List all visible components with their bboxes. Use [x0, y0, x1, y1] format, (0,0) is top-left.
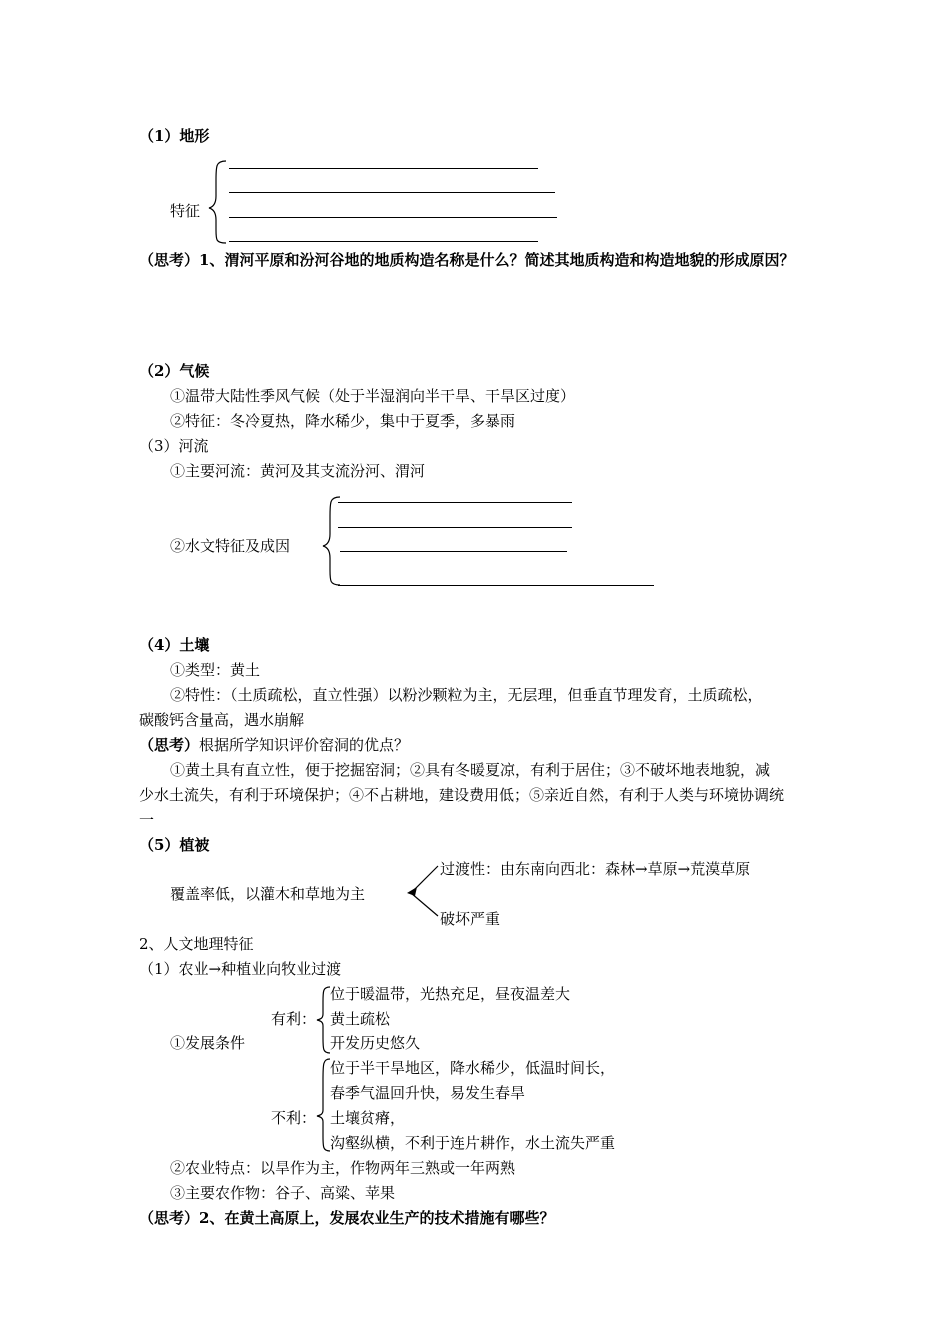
answer-blank-line	[338, 527, 572, 528]
favorable-label: 有利：	[271, 1010, 317, 1028]
vegetation-branch-1: 过渡性：由东南向西北：森林→草原→荒漠草原	[440, 860, 751, 878]
answer-blank-line	[229, 241, 538, 242]
think-question-1: （思考）1、渭河平原和汾河谷地的地质构造名称是什么？简述其地质构造和构造地貌的形成原因？	[139, 251, 795, 269]
answer-blank-line	[340, 551, 567, 552]
think-text: 根据所学知识评价窑洞的优点？	[199, 736, 410, 754]
section-title-soil: （4）土壤	[139, 636, 210, 654]
unfavorable-item: 位于半干旱地区，降水稀少，低温时间长，	[330, 1059, 616, 1077]
main-crops: ③主要农作物：谷子、高粱、苹果	[170, 1184, 396, 1202]
think-label: （思考）	[139, 736, 200, 754]
rivers-item-1: ①主要河流：黄河及其支流汾河、渭河	[170, 462, 426, 480]
answer-line-2: 少水土流失，有利于环境保护；④不占耕地，建设费用低；⑤亲近自然，有利于人类与环境协调统	[139, 786, 785, 804]
agri-feature: ②农业特点：以旱作为主，作物两年三熟或一年两熟	[170, 1159, 516, 1177]
favorable-item: 黄土疏松	[330, 1010, 391, 1028]
favorable-item: 开发历史悠久	[330, 1034, 421, 1052]
soil-item-2-line-1: ②特性：（土质疏松，直立性强）以粉沙颗粒为主，无层理，但垂直节理发育，土质疏松，	[170, 686, 763, 704]
answer-blank-line	[229, 168, 538, 169]
branch-arrows	[405, 860, 441, 922]
climate-item-2: ②特征：冬冷夏热，降水稀少，集中于夏季，多暴雨	[170, 412, 516, 430]
section-title-climate: （2）气候	[139, 362, 210, 380]
left-brace	[208, 160, 228, 244]
unfavorable-item: 沟壑纵横，不利于连片耕作，水土流失严重	[330, 1134, 616, 1152]
soil-item-1: ①类型：黄土	[170, 661, 261, 679]
section-title-vegetation: （5）植被	[139, 836, 210, 854]
climate-item-1: ①温带大陆性季风气候（处于半湿润向半干旱、干旱区过度）	[170, 387, 576, 405]
answer-line-3: 一	[139, 811, 155, 829]
answer-blank-line	[338, 585, 654, 586]
unfavorable-item: 春季气温回升快，易发生春旱	[330, 1084, 526, 1102]
answer-blank-line	[229, 192, 555, 193]
feature-label: 特征	[170, 202, 201, 220]
unfavorable-label: 不利：	[271, 1109, 317, 1127]
vegetation-branch-2: 破坏严重	[440, 910, 501, 928]
section-title-rivers: （3）河流	[139, 437, 209, 455]
think-question-2: （思考）2、在黄土高原上，发展农业生产的技术措施有哪些？	[139, 1209, 555, 1227]
think-question-cave	[139, 735, 409, 755]
left-brace	[322, 496, 342, 586]
answer-line-1: ①黄土具有直立性，便于挖掘窑洞；②具有冬暖夏凉，有利于居住；③不破坏地表地貌，减	[170, 761, 771, 779]
agri-title: （1）农业→种植业向牧业过渡	[139, 960, 342, 978]
answer-blank-line	[338, 502, 572, 503]
section-title-landform: （1）地形	[139, 127, 210, 145]
unfavorable-item: 土壤贫瘠，	[330, 1109, 406, 1127]
vegetation-main: 覆盖率低，以灌木和草地为主	[170, 885, 366, 903]
conditions-label: ①发展条件	[170, 1034, 246, 1052]
answer-blank-line	[229, 217, 557, 218]
section-title-human: 2、人文地理特征	[139, 935, 254, 953]
soil-item-2-line-2: 碳酸钙含量高，遇水崩解	[139, 711, 305, 729]
favorable-item: 位于暖温带，光热充足，昼夜温差大	[330, 985, 571, 1003]
rivers-item-2: ②水文特征及成因	[170, 537, 291, 555]
